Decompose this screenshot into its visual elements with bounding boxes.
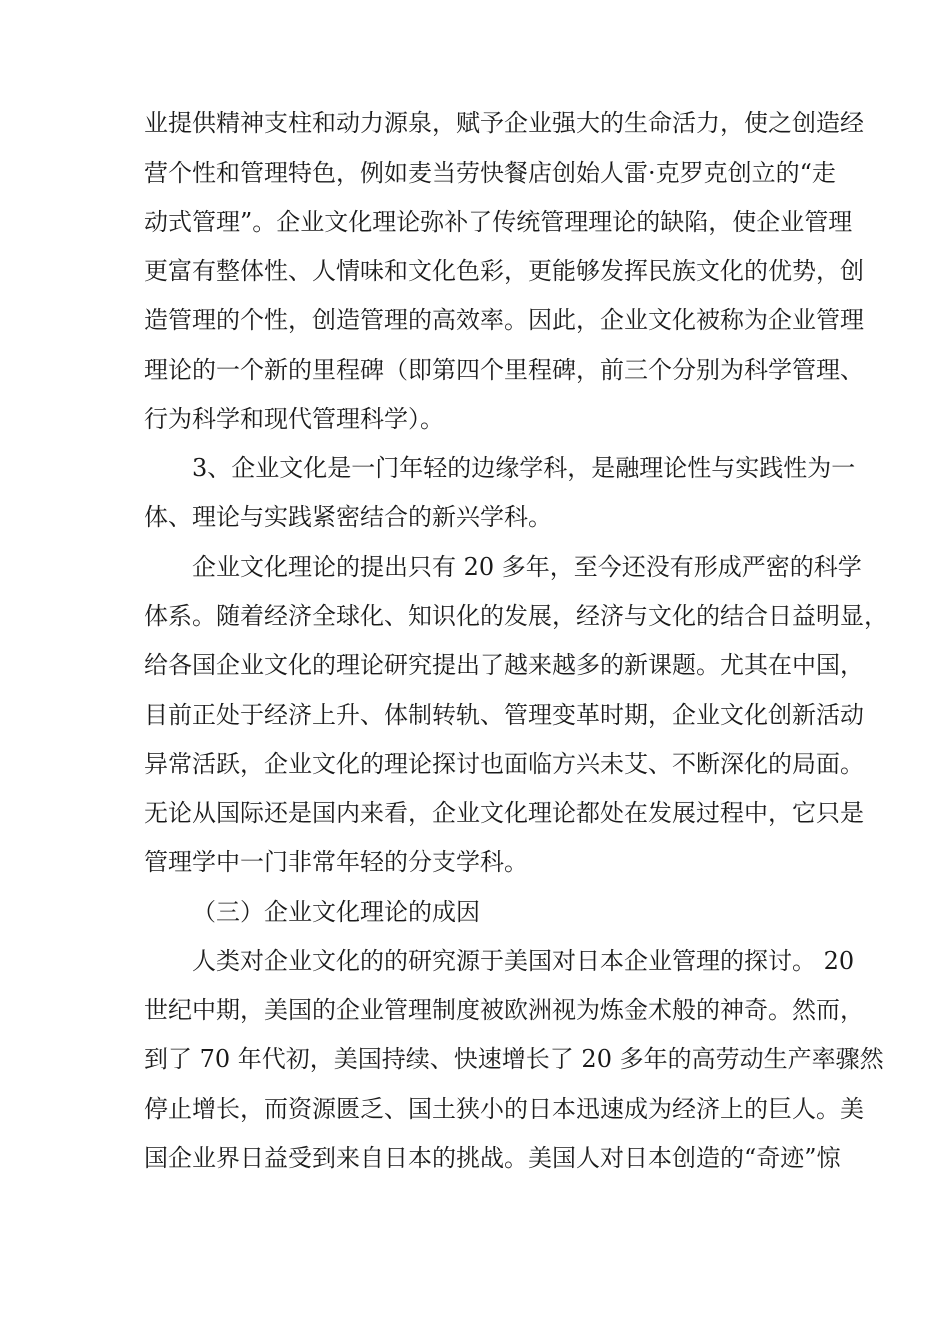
- text-line: 营个性和管理特色，例如麦当劳快餐店创始人雷·克罗克创立的“走: [144, 159, 836, 187]
- text-line: 业提供精神支柱和动力源泉，赋予企业强大的生命活力，使之创造经: [144, 109, 864, 137]
- text-line: 无论从国际还是国内来看，企业文化理论都处在发展过程中，它只是: [144, 799, 864, 827]
- text-line: 世纪中期，美国的企业管理制度被欧洲视为炼金术般的神奇。然而，: [144, 996, 864, 1024]
- text-line: 行为科学和现代管理科学）。: [144, 405, 444, 433]
- paragraph-start: 人类对企业文化的的研究源于美国对日本企业管理的探讨。 20: [192, 947, 855, 975]
- text-line: 体系。随着经济全球化、知识化的发展，经济与文化的结合日益明显，: [144, 602, 888, 630]
- text-line: 给各国企业文化的理论研究提出了越来越多的新课题。尤其在中国，: [144, 651, 864, 679]
- text-line: 到了 70 年代初，美国持续、快速增长了 20 多年的高劳动生产率骤然: [144, 1045, 884, 1073]
- text-line: 造管理的个性，创造管理的高效率。因此，企业文化被称为企业管理: [144, 306, 864, 334]
- text-line: 国企业界日益受到来自日本的挑战。美国人对日本创造的“奇迹”惊: [144, 1144, 841, 1172]
- text-line: 更富有整体性、人情味和文化色彩，更能够发挥民族文化的优势，创: [144, 257, 864, 285]
- text-line: 体、理论与实践紧密结合的新兴学科。: [144, 503, 552, 531]
- text-line: 目前正处于经济上升、体制转轨、管理变革时期，企业文化创新活动: [144, 701, 864, 729]
- text-line: 动式管理”。企业文化理论弥补了传统管理理论的缺陷，使企业管理: [144, 208, 853, 236]
- text-line: 理论的一个新的里程碑（即第四个里程碑，前三个分别为科学管理、: [144, 356, 864, 384]
- paragraph-start: 企业文化理论的提出只有 20 多年，至今还没有形成严密的科学: [192, 553, 862, 581]
- section-heading: （三）企业文化理论的成因: [192, 898, 480, 926]
- numbered-paragraph-heading: 3、企业文化是一门年轻的边缘学科，是融理论性与实践性为一: [192, 454, 856, 482]
- text-line: 异常活跃，企业文化的理论探讨也面临方兴未艾、不断深化的局面。: [144, 750, 864, 778]
- text-line: 停止增长，而资源匮乏、国土狭小的日本迅速成为经济上的巨人。美: [144, 1095, 864, 1123]
- text-line: 管理学中一门非常年轻的分支学科。: [144, 848, 528, 876]
